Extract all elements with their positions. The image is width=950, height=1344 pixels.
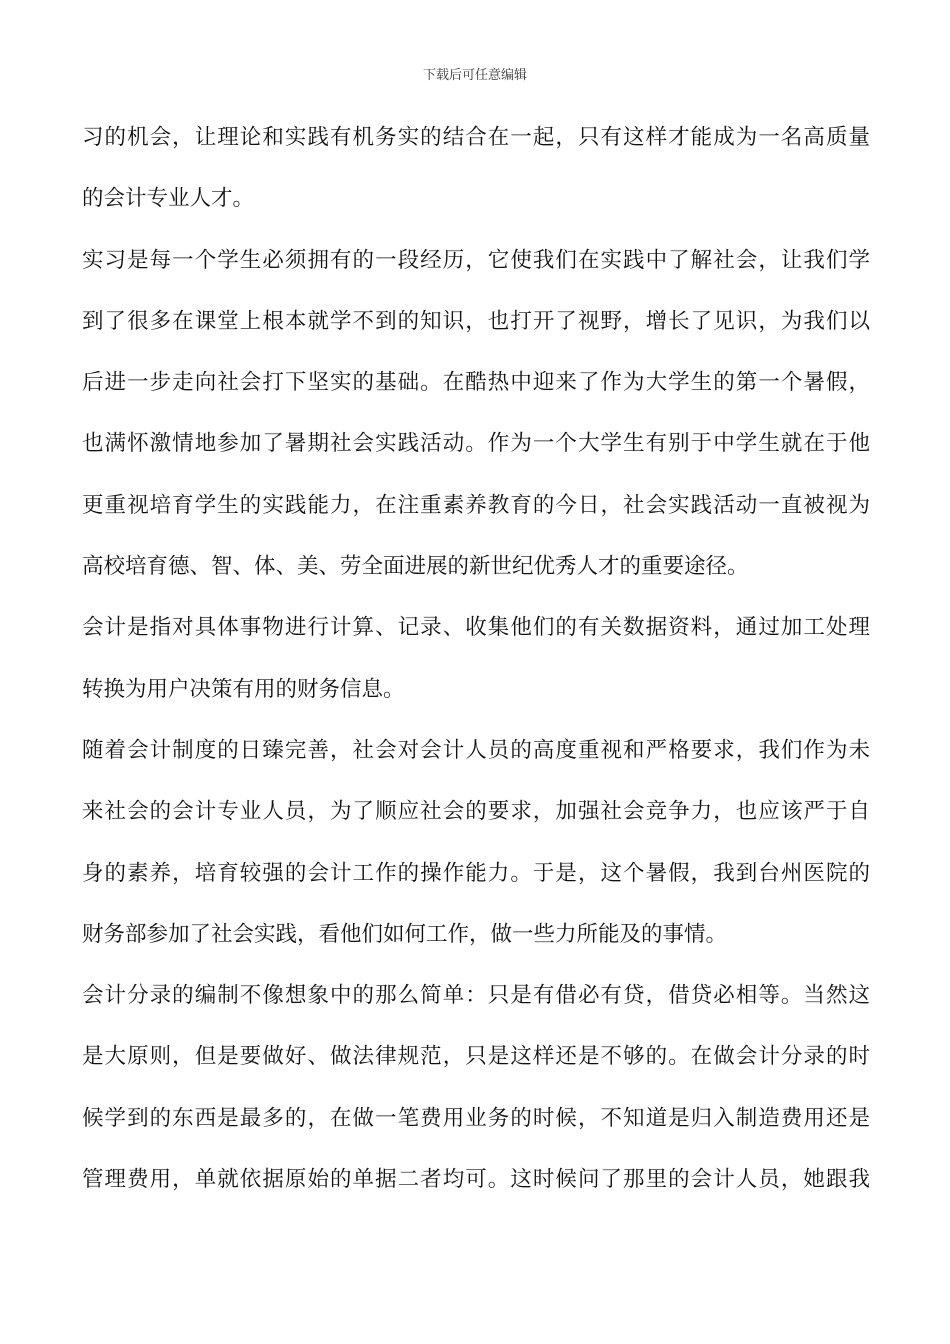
text-line: 到了很多在课堂上根本就学不到的知识，也打开了视野，增长了见识，为我们以	[82, 308, 870, 334]
text-line: 会计是指对具体事物进行计算、记录、收集他们的有关数据资料，通过加工处理	[82, 615, 870, 641]
text-line: 习的机会，让理论和实践有机务实的结合在一起，只有这样才能成为一名高质量	[82, 125, 870, 150]
text-line: 高校培育德、智、体、美、劳全面进展的新世纪优秀人才的重要途径。	[82, 554, 749, 580]
text-line: 管理费用，单就依据原始的单据二者均可。这时候问了那里的会计人员，她跟我	[82, 1167, 870, 1193]
text-line: 转换为用户决策有用的财务信息。	[82, 676, 405, 702]
text-line: 随着会计制度的日臻完善，社会对会计人员的高度重视和严格要求，我们作为未	[82, 737, 870, 763]
document-body	[82, 113, 870, 1216]
text-line: 来社会的会计专业人员，为了顺应社会的要求，加强社会竞争力，也应该严于自	[82, 799, 870, 825]
text-line: 实习是每一个学生必须拥有的一段经历，它使我们在实践中了解社会，让我们学	[82, 247, 870, 273]
text-line: 财务部参加了社会实践，看他们如何工作，做一些力所能及的事情。	[82, 921, 728, 947]
text-line: 后进一步走向社会打下坚实的基础。在酷热中迎来了作为大学生的第一个暑假，	[82, 370, 870, 396]
page-header: 下载后可任意编辑	[422, 68, 527, 83]
text-line: 更重视培育学生的实践能力，在注重素养教育的今日，社会实践活动一直被视为	[82, 492, 870, 518]
text-line: 身的素养，培育较强的会计工作的操作能力。于是，这个暑假，我到台州医院的	[82, 860, 870, 886]
text-line: 会计分录的编制不像想象中的那么简单：只是有借必有贷，借贷必相等。当然这	[82, 983, 870, 1009]
text-line: 的会计专业人才。	[82, 186, 255, 212]
text-line: 是大原则，但是要做好、做法律规范，只是这样还是不够的。在做会计分录的时	[82, 1044, 870, 1070]
text-line: 也满怀激情地参加了暑期社会实践活动。作为一个大学生有别于中学生就在于他	[82, 431, 870, 457]
text-line: 候学到的东西是最多的，在做一笔费用业务的时候，不知道是归入制造费用还是	[82, 1105, 870, 1131]
